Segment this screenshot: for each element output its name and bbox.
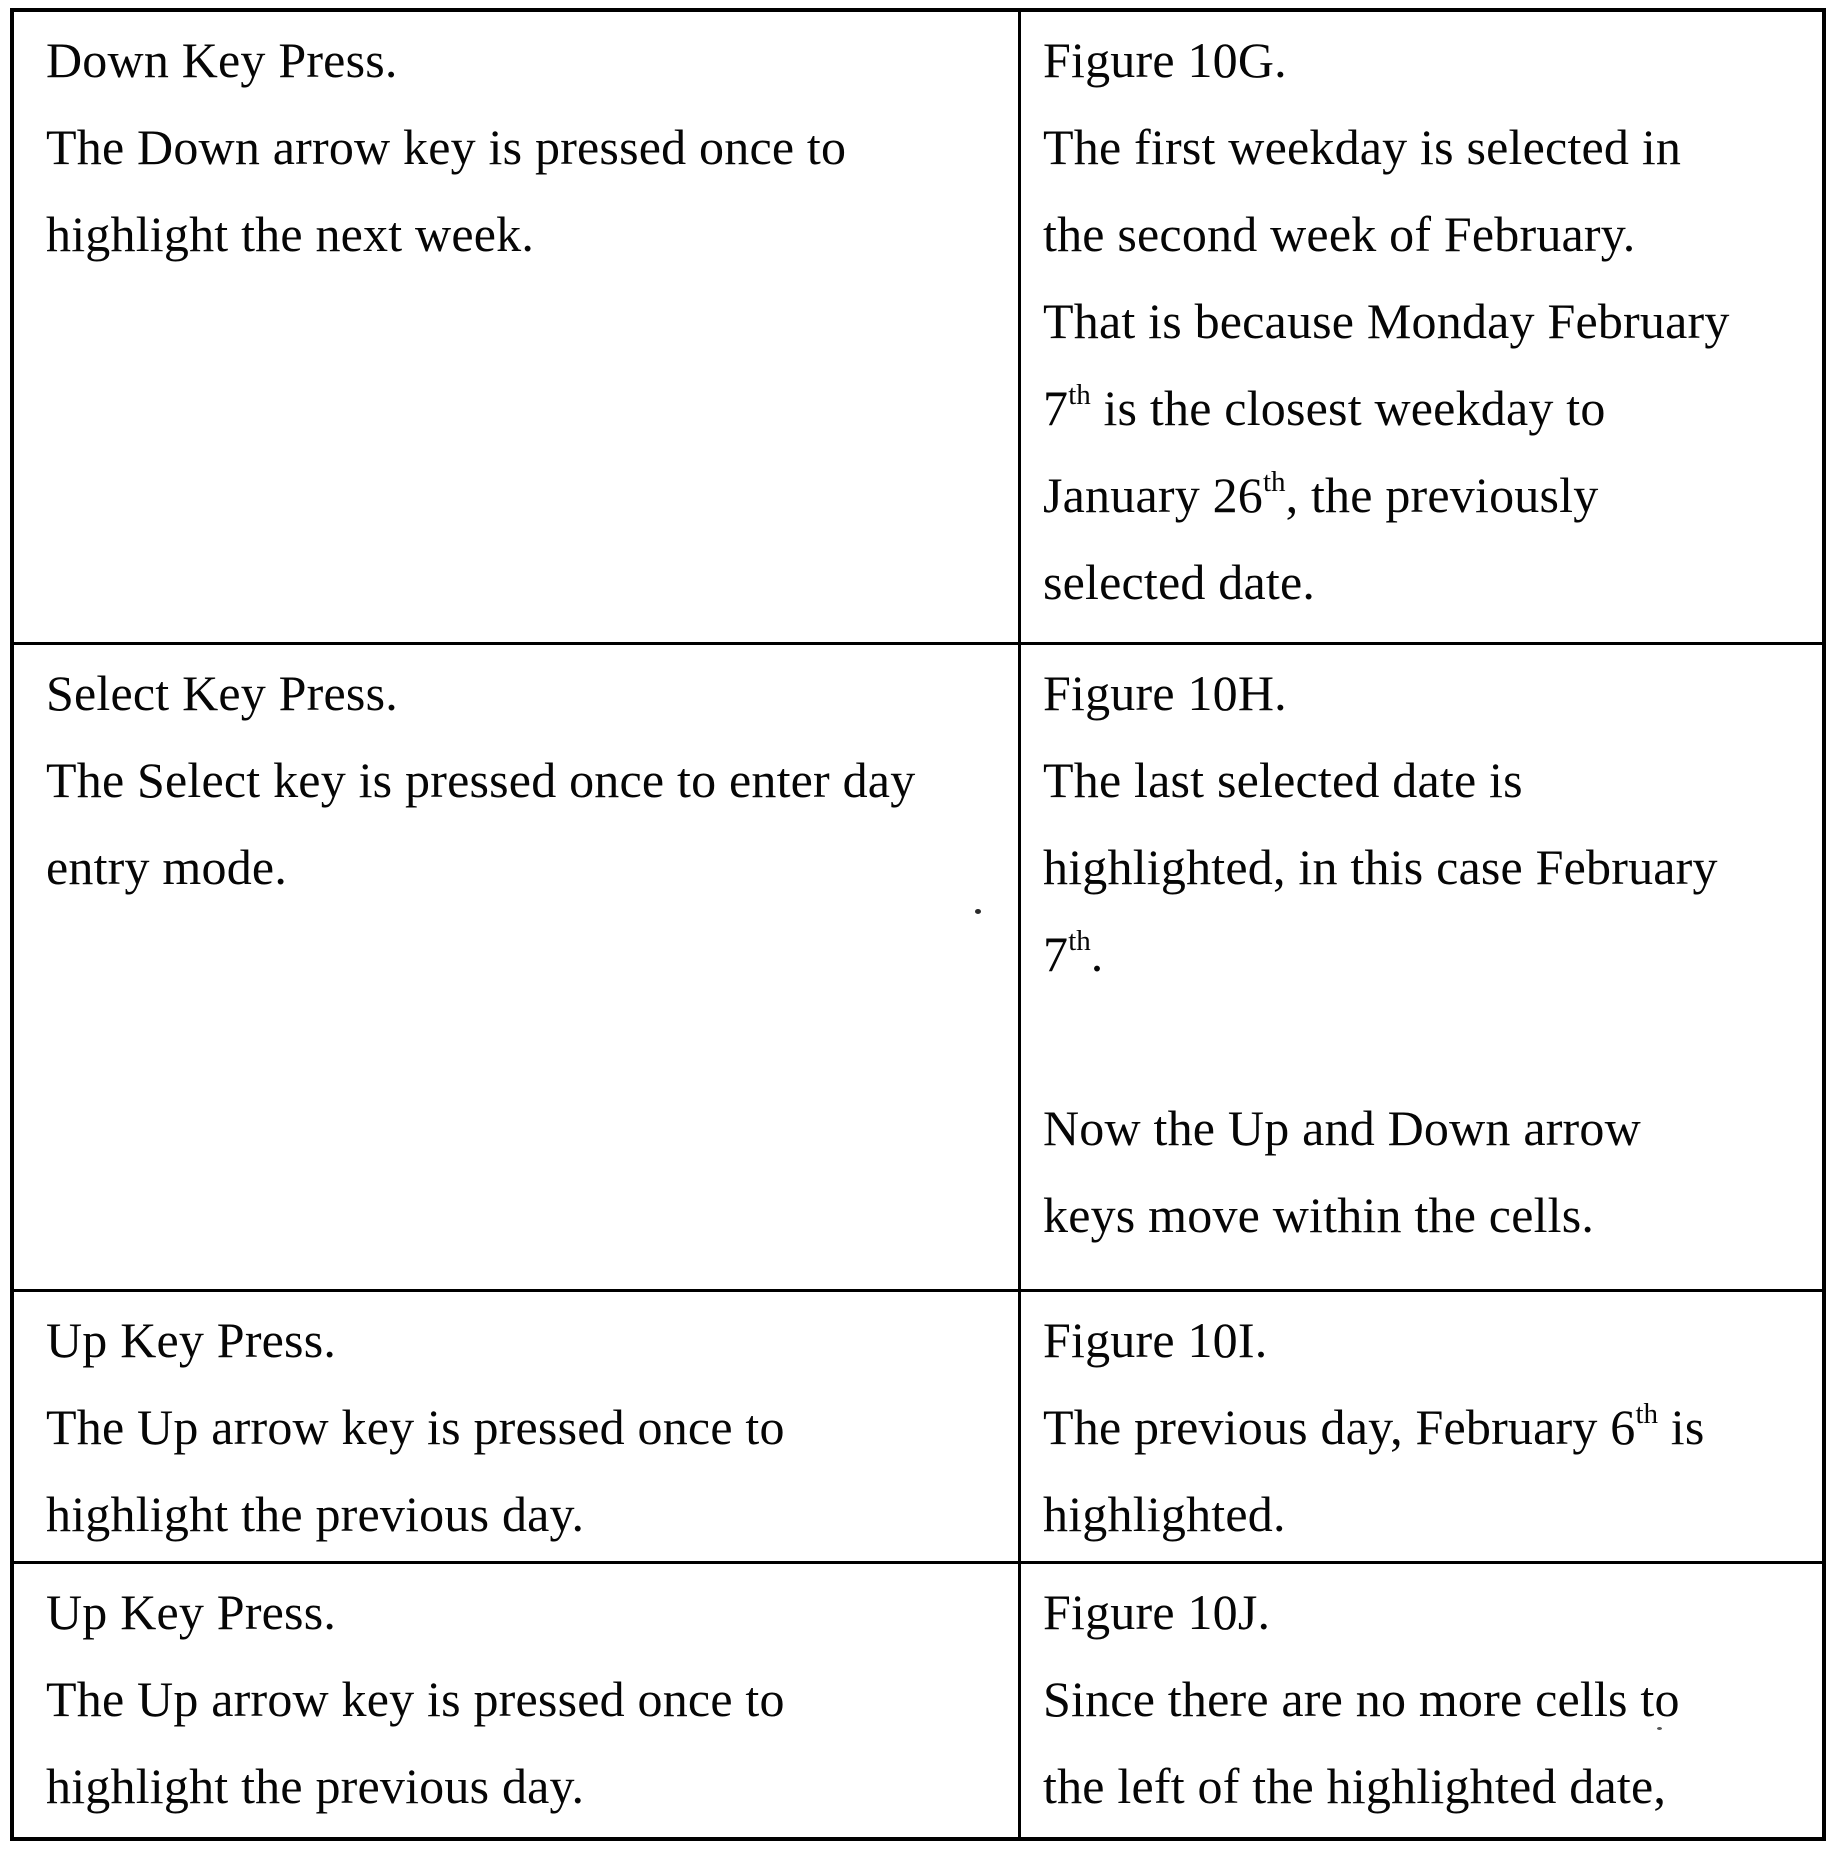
text-line: selected date.	[1043, 554, 1316, 610]
text-line: The Select key is pressed once to enter day	[46, 752, 916, 808]
text-line: The first weekday is selected in	[1043, 119, 1682, 175]
text-line: Now the Up and Down arrow	[1043, 1100, 1641, 1156]
text-line: highlighted.	[1043, 1486, 1286, 1542]
scan-artifact-dot	[1657, 1727, 1662, 1730]
text-line: That is because Monday February	[1043, 293, 1730, 349]
text-line: entry mode.	[46, 839, 288, 895]
text-line: 7th is the closest weekday to	[1043, 379, 1606, 436]
text-line: January 26th, the previously	[1043, 466, 1599, 523]
superscript: th	[1635, 1398, 1659, 1430]
text-line: Up Key Press.	[46, 1312, 337, 1368]
superscript: th	[1068, 379, 1091, 411]
text-line: Since there are no more cells to	[1043, 1671, 1680, 1727]
text-line: The previous day, February 6th is	[1043, 1398, 1705, 1455]
scan-artifact-dot	[975, 909, 981, 914]
text-line: The Down arrow key is pressed once to	[46, 119, 847, 175]
text-line: The Up arrow key is pressed once to	[46, 1671, 785, 1727]
cell-figure-10j	[1021, 1564, 1822, 1837]
text-line: the second week of February.	[1043, 206, 1636, 262]
text-line: Figure 10J.	[1043, 1584, 1271, 1640]
text-line: highlight the next week.	[46, 206, 535, 262]
text-line: Figure 10G.	[1043, 32, 1287, 88]
text-line: keys move within the cells.	[1043, 1187, 1595, 1243]
text-line: Figure 10H.	[1043, 665, 1287, 721]
text-line: highlight the previous day.	[46, 1486, 585, 1542]
superscript: th	[1263, 466, 1286, 498]
text-line: 7th.	[1043, 925, 1104, 982]
text-line: Down Key Press.	[46, 32, 398, 88]
key-press-figure-table	[10, 8, 1826, 1841]
text-line: Select Key Press.	[46, 665, 398, 721]
text-line: The last selected date is	[1043, 752, 1523, 808]
text-line: The Up arrow key is pressed once to	[46, 1399, 785, 1455]
cell-figure-10h	[1021, 645, 1822, 1292]
text-line	[1043, 998, 1814, 1085]
cell-up-key-press-1	[14, 1292, 1021, 1564]
text-line: the left of the highlighted date,	[1043, 1758, 1667, 1814]
text-line: highlighted, in this case February	[1043, 839, 1718, 895]
cell-figure-10i	[1021, 1292, 1822, 1564]
superscript: th	[1068, 925, 1091, 957]
cell-select-key-press	[14, 645, 1021, 1292]
cell-up-key-press-2	[14, 1564, 1021, 1837]
cell-figure-10g	[1021, 12, 1822, 645]
text-line: Up Key Press.	[46, 1584, 337, 1640]
text-line: highlight the previous day.	[46, 1758, 585, 1814]
text-line: Figure 10I.	[1043, 1312, 1268, 1368]
cell-down-key-press	[14, 12, 1021, 645]
